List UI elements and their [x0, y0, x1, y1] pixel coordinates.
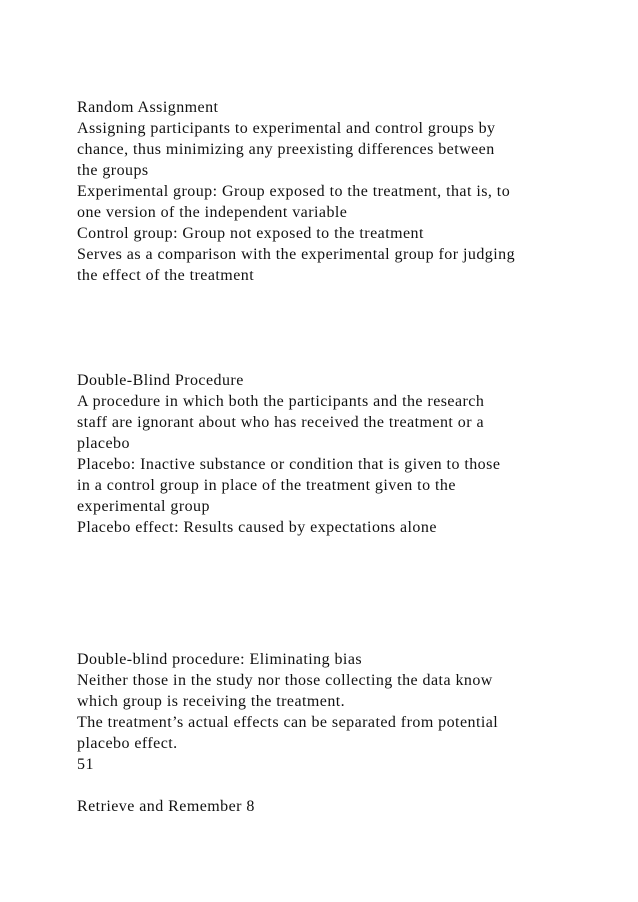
text-line: experimental group	[77, 498, 210, 515]
text-line: Control group: Group not exposed to the treatment	[77, 225, 424, 242]
text-line: placebo effect.	[77, 735, 178, 752]
text-line: The treatment’s actual effects can be separated from potential	[77, 714, 499, 731]
footer-heading: Retrieve and Remember 8	[77, 798, 255, 815]
text-line: Assigning participants to experimental and control groups by	[77, 120, 496, 137]
heading-random-assignment: Random Assignment	[77, 99, 219, 116]
text-line: A procedure in which both the participants and the research	[77, 393, 485, 410]
text-line: Serves as a comparison with the experimental group for judging	[77, 246, 516, 263]
text-line: staff are ignorant about who has received the treatment or a	[77, 414, 484, 431]
text-line: Neither those in the study nor those collecting the data know	[77, 672, 493, 689]
text-line: in a control group in place of the treatment given to the	[77, 477, 456, 494]
text-line: which group is receiving the treatment.	[77, 693, 346, 710]
page-number: 51	[77, 756, 94, 773]
text-line: Placebo effect: Results caused by expectations alone	[77, 519, 437, 536]
text-line: the groups	[77, 162, 149, 179]
text-line: placebo	[77, 435, 130, 452]
text-line: Placebo: Inactive substance or condition that is given to those	[77, 456, 501, 473]
text-line: chance, thus minimizing any preexisting differences between	[77, 141, 495, 158]
heading-eliminating-bias: Double-blind procedure: Eliminating bias	[77, 651, 363, 668]
text-line: Experimental group: Group exposed to the treatment, that is, to	[77, 183, 511, 200]
text-line: one version of the independent variable	[77, 204, 348, 221]
text-line: the effect of the treatment	[77, 267, 255, 284]
heading-double-blind-procedure: Double-Blind Procedure	[77, 372, 244, 389]
